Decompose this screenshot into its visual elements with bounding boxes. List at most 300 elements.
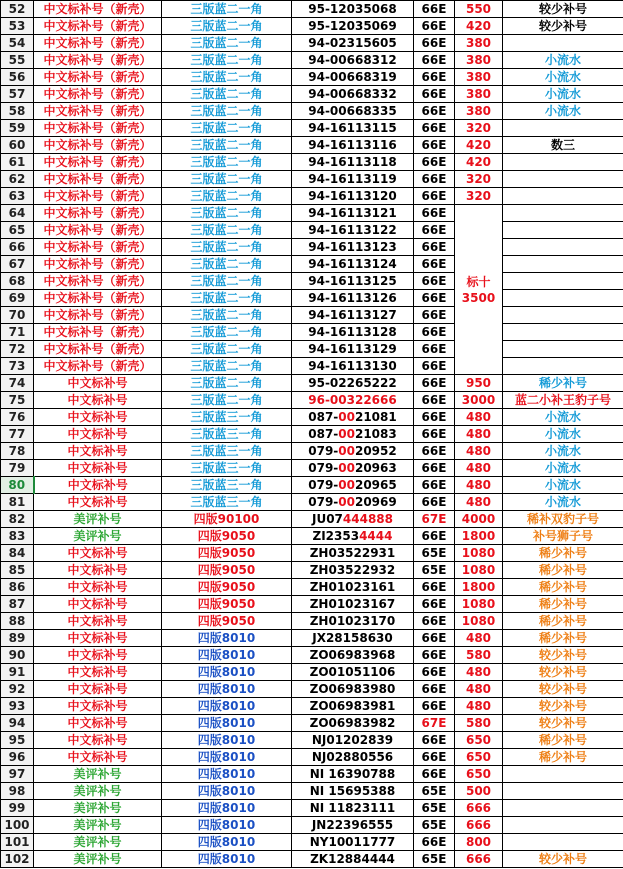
price-cell[interactable]: 480 [455, 494, 503, 511]
version-cell[interactable]: 四版8010 [162, 783, 292, 800]
price-cell[interactable]: 420 [455, 137, 503, 154]
category-cell[interactable]: 美评补号 [34, 834, 162, 851]
serial-cell[interactable]: 95-12035068 [292, 1, 414, 18]
category-cell[interactable]: 美评补号 [34, 817, 162, 834]
row-number[interactable]: 93 [1, 698, 34, 715]
price-cell[interactable]: 1800 [455, 528, 503, 545]
row-number[interactable]: 77 [1, 426, 34, 443]
version-cell[interactable]: 四版9050 [162, 579, 292, 596]
serial-cell[interactable]: ZK12884444 [292, 851, 414, 868]
grade-cell[interactable]: 67E [414, 511, 455, 528]
category-cell[interactable]: 美评补号 [34, 851, 162, 868]
serial-cell[interactable]: NI 16390788 [292, 766, 414, 783]
version-cell[interactable]: 三版蓝二一角 [162, 1, 292, 18]
price-cell[interactable]: 666 [455, 851, 503, 868]
version-cell[interactable]: 四版8010 [162, 817, 292, 834]
category-cell[interactable]: 中文标补号（新壳） [34, 307, 162, 324]
grade-cell[interactable]: 66E [414, 273, 455, 290]
category-cell[interactable]: 中文标补号 [34, 477, 162, 494]
price-cell[interactable]: 480 [455, 477, 503, 494]
category-cell[interactable]: 中文标补号（新壳） [34, 290, 162, 307]
serial-cell[interactable] [292, 426, 414, 443]
grade-cell[interactable]: 66E [414, 137, 455, 154]
price-cell[interactable]: 480 [455, 443, 503, 460]
note-cell[interactable]: 较少补号 [503, 647, 623, 664]
note-cell[interactable]: 稀少补号 [503, 613, 623, 630]
grade-cell[interactable]: 66E [414, 443, 455, 460]
row-number[interactable]: 92 [1, 681, 34, 698]
note-cell[interactable]: 小流水 [503, 443, 623, 460]
grade-cell[interactable]: 66E [414, 103, 455, 120]
price-cell[interactable]: 500 [455, 783, 503, 800]
serial-cell[interactable]: ZO06983981 [292, 698, 414, 715]
serial-cell[interactable] [292, 528, 414, 545]
category-cell[interactable]: 中文标补号（新壳） [34, 86, 162, 103]
category-cell[interactable]: 中文标补号（新壳） [34, 137, 162, 154]
grade-cell[interactable]: 65E [414, 800, 455, 817]
category-cell[interactable]: 美评补号 [34, 783, 162, 800]
serial-cell[interactable]: 94-16113130 [292, 358, 414, 375]
row-number[interactable]: 64 [1, 205, 34, 222]
row-number[interactable]: 55 [1, 52, 34, 69]
grade-cell[interactable]: 66E [414, 358, 455, 375]
row-number[interactable]: 59 [1, 120, 34, 137]
serial-cell[interactable]: ZO06983968 [292, 647, 414, 664]
note-cell[interactable]: 小流水 [503, 426, 623, 443]
grade-cell[interactable]: 66E [414, 732, 455, 749]
grade-cell[interactable]: 66E [414, 35, 455, 52]
price-cell[interactable]: 800 [455, 834, 503, 851]
price-cell[interactable]: 3000 [455, 392, 503, 409]
version-cell[interactable]: 三版蓝二一角 [162, 35, 292, 52]
note-cell[interactable]: 小流水 [503, 460, 623, 477]
version-cell[interactable]: 四版9050 [162, 613, 292, 630]
serial-cell[interactable]: 96-00322666 [292, 392, 414, 409]
row-number[interactable]: 69 [1, 290, 34, 307]
row-number[interactable]: 95 [1, 732, 34, 749]
grade-cell[interactable]: 65E [414, 817, 455, 834]
grade-cell[interactable]: 66E [414, 307, 455, 324]
price-cell[interactable]: 480 [455, 460, 503, 477]
row-number[interactable]: 98 [1, 783, 34, 800]
price-cell[interactable]: 320 [455, 120, 503, 137]
note-cell[interactable]: 数三 [503, 137, 623, 154]
note-cell[interactable]: 小流水 [503, 52, 623, 69]
price-cell[interactable]: 580 [455, 647, 503, 664]
category-cell[interactable]: 中文标补号 [34, 392, 162, 409]
category-cell[interactable]: 中文标补号（新壳） [34, 205, 162, 222]
version-cell[interactable]: 三版蓝二一角 [162, 18, 292, 35]
serial-cell[interactable]: ZH01023170 [292, 613, 414, 630]
version-cell[interactable]: 三版蓝二一角 [162, 324, 292, 341]
version-cell[interactable]: 三版蓝二一角 [162, 120, 292, 137]
version-cell[interactable]: 四版8010 [162, 647, 292, 664]
row-number[interactable]: 101 [1, 834, 34, 851]
serial-cell[interactable]: 94-00668312 [292, 52, 414, 69]
serial-cell[interactable]: 94-00668319 [292, 69, 414, 86]
version-cell[interactable]: 四版8010 [162, 698, 292, 715]
grade-cell[interactable]: 66E [414, 460, 455, 477]
price-cell[interactable]: 380 [455, 35, 503, 52]
note-cell[interactable] [503, 154, 623, 171]
row-number[interactable]: 84 [1, 545, 34, 562]
version-cell[interactable]: 三版蓝二一角 [162, 341, 292, 358]
serial-cell[interactable]: 94-16113120 [292, 188, 414, 205]
serial-cell[interactable]: 94-00668332 [292, 86, 414, 103]
category-cell[interactable]: 中文标补号（新壳） [34, 273, 162, 290]
row-number[interactable]: 70 [1, 307, 34, 324]
serial-cell[interactable]: 95-12035069 [292, 18, 414, 35]
category-cell[interactable]: 中文标补号 [34, 715, 162, 732]
row-number[interactable]: 63 [1, 188, 34, 205]
serial-cell[interactable]: JX28158630 [292, 630, 414, 647]
grade-cell[interactable]: 66E [414, 239, 455, 256]
version-cell[interactable]: 三版蓝三一角 [162, 443, 292, 460]
category-cell[interactable]: 中文标补号（新壳） [34, 1, 162, 18]
version-cell[interactable]: 三版蓝二一角 [162, 171, 292, 188]
category-cell[interactable]: 美评补号 [34, 511, 162, 528]
note-cell[interactable]: 小流水 [503, 409, 623, 426]
row-number[interactable]: 90 [1, 647, 34, 664]
note-cell[interactable]: 小流水 [503, 103, 623, 120]
note-cell[interactable] [503, 817, 623, 834]
price-cell[interactable]: 4000 [455, 511, 503, 528]
row-number[interactable]: 62 [1, 171, 34, 188]
row-number[interactable]: 96 [1, 749, 34, 766]
grade-cell[interactable]: 66E [414, 256, 455, 273]
price-cell[interactable]: 1800 [455, 579, 503, 596]
note-cell[interactable] [503, 239, 623, 256]
price-cell[interactable]: 420 [455, 18, 503, 35]
serial-cell[interactable] [292, 511, 414, 528]
category-cell[interactable]: 中文标补号（新壳） [34, 222, 162, 239]
note-cell[interactable]: 补号狮子号 [503, 528, 623, 545]
version-cell[interactable]: 四版8010 [162, 851, 292, 868]
version-cell[interactable]: 四版8010 [162, 749, 292, 766]
grade-cell[interactable]: 66E [414, 664, 455, 681]
price-cell[interactable]: 580 [455, 715, 503, 732]
price-cell[interactable]: 1080 [455, 596, 503, 613]
serial-cell[interactable]: ZH01023161 [292, 579, 414, 596]
note-cell[interactable]: 小流水 [503, 477, 623, 494]
serial-cell[interactable]: ZO06983982 [292, 715, 414, 732]
grade-cell[interactable]: 66E [414, 69, 455, 86]
version-cell[interactable]: 四版9050 [162, 562, 292, 579]
version-cell[interactable]: 四版8010 [162, 630, 292, 647]
grade-cell[interactable]: 66E [414, 477, 455, 494]
serial-cell[interactable]: ZH03522932 [292, 562, 414, 579]
category-cell[interactable]: 中文标补号 [34, 562, 162, 579]
version-cell[interactable]: 三版蓝二一角 [162, 239, 292, 256]
serial-cell[interactable]: 94-16113129 [292, 341, 414, 358]
grade-cell[interactable]: 66E [414, 579, 455, 596]
price-cell[interactable]: 650 [455, 766, 503, 783]
row-number[interactable]: 97 [1, 766, 34, 783]
note-cell[interactable]: 较少补号 [503, 715, 623, 732]
row-number[interactable]: 94 [1, 715, 34, 732]
grade-cell[interactable]: 67E [414, 715, 455, 732]
row-number[interactable]: 65 [1, 222, 34, 239]
price-cell[interactable]: 380 [455, 69, 503, 86]
serial-cell[interactable] [292, 460, 414, 477]
grade-cell[interactable]: 66E [414, 596, 455, 613]
version-cell[interactable]: 三版蓝二一角 [162, 222, 292, 239]
serial-cell[interactable]: ZH03522931 [292, 545, 414, 562]
note-cell[interactable]: 较少补号 [503, 1, 623, 18]
note-cell[interactable] [503, 290, 623, 307]
note-cell[interactable] [503, 307, 623, 324]
price-cell[interactable]: 380 [455, 103, 503, 120]
serial-cell[interactable]: ZO06983980 [292, 681, 414, 698]
price-cell[interactable]: 666 [455, 817, 503, 834]
price-cell[interactable]: 380 [455, 52, 503, 69]
row-number[interactable]: 89 [1, 630, 34, 647]
note-cell[interactable]: 蓝二小补王豹子号 [503, 392, 623, 409]
serial-cell[interactable]: 94-00668335 [292, 103, 414, 120]
category-cell[interactable]: 中文标补号（新壳） [34, 103, 162, 120]
grade-cell[interactable]: 66E [414, 86, 455, 103]
version-cell[interactable]: 四版9050 [162, 528, 292, 545]
note-cell[interactable]: 稀少补号 [503, 562, 623, 579]
note-cell[interactable]: 稀少补号 [503, 630, 623, 647]
note-cell[interactable]: 较少补号 [503, 681, 623, 698]
version-cell[interactable]: 三版蓝二一角 [162, 307, 292, 324]
grade-cell[interactable]: 66E [414, 341, 455, 358]
grade-cell[interactable]: 66E [414, 766, 455, 783]
category-cell[interactable]: 中文标补号 [34, 749, 162, 766]
version-cell[interactable]: 四版90100 [162, 511, 292, 528]
version-cell[interactable]: 四版9050 [162, 596, 292, 613]
category-cell[interactable]: 中文标补号（新壳） [34, 256, 162, 273]
note-cell[interactable] [503, 800, 623, 817]
category-cell[interactable]: 中文标补号（新壳） [34, 341, 162, 358]
row-number[interactable]: 81 [1, 494, 34, 511]
note-cell[interactable]: 较少补号 [503, 851, 623, 868]
serial-cell[interactable]: ZO01051106 [292, 664, 414, 681]
serial-cell[interactable]: NY10011777 [292, 834, 414, 851]
serial-cell[interactable] [292, 494, 414, 511]
serial-cell[interactable]: 94-16113128 [292, 324, 414, 341]
price-cell[interactable]: 1080 [455, 613, 503, 630]
serial-cell[interactable]: 94-16113127 [292, 307, 414, 324]
category-cell[interactable]: 中文标补号 [34, 579, 162, 596]
note-cell[interactable]: 小流水 [503, 494, 623, 511]
price-cell[interactable]: 480 [455, 426, 503, 443]
version-cell[interactable]: 三版蓝二一角 [162, 358, 292, 375]
category-cell[interactable]: 美评补号 [34, 766, 162, 783]
grade-cell[interactable]: 65E [414, 545, 455, 562]
note-cell[interactable]: 较少补号 [503, 664, 623, 681]
grade-cell[interactable]: 66E [414, 222, 455, 239]
row-number[interactable]: 68 [1, 273, 34, 290]
serial-cell[interactable]: 94-16113115 [292, 120, 414, 137]
category-cell[interactable]: 中文标补号 [34, 596, 162, 613]
note-cell[interactable]: 较少补号 [503, 18, 623, 35]
category-cell[interactable]: 中文标补号（新壳） [34, 239, 162, 256]
category-cell[interactable]: 中文标补号（新壳） [34, 171, 162, 188]
row-number[interactable]: 61 [1, 154, 34, 171]
note-cell[interactable] [503, 783, 623, 800]
note-cell[interactable] [503, 358, 623, 375]
version-cell[interactable]: 三版蓝二一角 [162, 69, 292, 86]
row-number[interactable]: 67 [1, 256, 34, 273]
serial-cell[interactable]: 94-02315605 [292, 35, 414, 52]
note-cell[interactable] [503, 35, 623, 52]
version-cell[interactable]: 四版8010 [162, 732, 292, 749]
version-cell[interactable]: 四版8010 [162, 715, 292, 732]
category-cell[interactable]: 美评补号 [34, 528, 162, 545]
category-cell[interactable]: 中文标补号 [34, 647, 162, 664]
grade-cell[interactable]: 66E [414, 171, 455, 188]
version-cell[interactable]: 三版蓝二一角 [162, 290, 292, 307]
row-number[interactable]: 71 [1, 324, 34, 341]
row-number[interactable]: 54 [1, 35, 34, 52]
note-cell[interactable] [503, 273, 623, 290]
price-cell[interactable]: 650 [455, 749, 503, 766]
grade-cell[interactable]: 66E [414, 324, 455, 341]
category-cell[interactable]: 中文标补号 [34, 681, 162, 698]
version-cell[interactable]: 三版蓝三一角 [162, 460, 292, 477]
row-number[interactable]: 73 [1, 358, 34, 375]
row-number[interactable]: 91 [1, 664, 34, 681]
price-cell[interactable]: 380 [455, 86, 503, 103]
category-cell[interactable]: 中文标补号（新壳） [34, 120, 162, 137]
version-cell[interactable]: 四版9050 [162, 545, 292, 562]
serial-cell[interactable]: NJ02880556 [292, 749, 414, 766]
category-cell[interactable]: 美评补号 [34, 800, 162, 817]
version-cell[interactable]: 三版蓝二一角 [162, 205, 292, 222]
serial-cell[interactable]: NJ01202839 [292, 732, 414, 749]
version-cell[interactable]: 三版蓝二一角 [162, 256, 292, 273]
price-cell[interactable]: 666 [455, 800, 503, 817]
serial-cell[interactable]: 95-02265222 [292, 375, 414, 392]
category-cell[interactable]: 中文标补号（新壳） [34, 358, 162, 375]
row-number[interactable]: 102 [1, 851, 34, 868]
version-cell[interactable]: 三版蓝二一角 [162, 375, 292, 392]
serial-cell[interactable]: 94-16113122 [292, 222, 414, 239]
grade-cell[interactable]: 66E [414, 834, 455, 851]
version-cell[interactable]: 四版8010 [162, 834, 292, 851]
grade-cell[interactable]: 66E [414, 613, 455, 630]
version-cell[interactable]: 三版蓝二一角 [162, 154, 292, 171]
price-cell[interactable]: 480 [455, 698, 503, 715]
row-number[interactable]: 75 [1, 392, 34, 409]
row-number[interactable]: 80 [1, 477, 34, 494]
price-cell[interactable]: 320 [455, 171, 503, 188]
grade-cell[interactable]: 66E [414, 1, 455, 18]
grade-cell[interactable]: 66E [414, 647, 455, 664]
category-cell[interactable]: 中文标补号 [34, 375, 162, 392]
note-cell[interactable]: 稀补双豹子号 [503, 511, 623, 528]
note-cell[interactable] [503, 188, 623, 205]
serial-cell[interactable] [292, 443, 414, 460]
note-cell[interactable] [503, 324, 623, 341]
row-number[interactable]: 85 [1, 562, 34, 579]
category-cell[interactable]: 中文标补号（新壳） [34, 18, 162, 35]
note-cell[interactable]: 较少补号 [503, 698, 623, 715]
grade-cell[interactable]: 66E [414, 205, 455, 222]
version-cell[interactable]: 三版蓝三一角 [162, 494, 292, 511]
note-cell[interactable]: 稀少补号 [503, 596, 623, 613]
serial-cell[interactable]: 94-16113126 [292, 290, 414, 307]
version-cell[interactable]: 三版蓝二一角 [162, 392, 292, 409]
row-number[interactable]: 100 [1, 817, 34, 834]
row-number[interactable]: 56 [1, 69, 34, 86]
grade-cell[interactable]: 66E [414, 749, 455, 766]
category-cell[interactable]: 中文标补号 [34, 426, 162, 443]
category-cell[interactable]: 中文标补号（新壳） [34, 324, 162, 341]
serial-cell[interactable]: 94-16113121 [292, 205, 414, 222]
version-cell[interactable]: 三版蓝三一角 [162, 477, 292, 494]
serial-cell[interactable]: ZH01023167 [292, 596, 414, 613]
grade-cell[interactable]: 66E [414, 52, 455, 69]
price-cell[interactable]: 550 [455, 1, 503, 18]
price-cell[interactable]: 650 [455, 732, 503, 749]
category-cell[interactable]: 中文标补号 [34, 630, 162, 647]
note-cell[interactable] [503, 766, 623, 783]
version-cell[interactable]: 三版蓝二一角 [162, 52, 292, 69]
serial-cell[interactable]: 94-16113124 [292, 256, 414, 273]
serial-cell[interactable]: NI 11823111 [292, 800, 414, 817]
category-cell[interactable]: 中文标补号（新壳） [34, 52, 162, 69]
version-cell[interactable]: 四版8010 [162, 681, 292, 698]
row-number[interactable]: 66 [1, 239, 34, 256]
note-cell[interactable] [503, 222, 623, 239]
version-cell[interactable]: 四版8010 [162, 766, 292, 783]
row-number[interactable]: 78 [1, 443, 34, 460]
category-cell[interactable]: 中文标补号（新壳） [34, 154, 162, 171]
category-cell[interactable]: 中文标补号 [34, 460, 162, 477]
price-cell[interactable]: 1080 [455, 562, 503, 579]
note-cell[interactable] [503, 341, 623, 358]
grade-cell[interactable]: 66E [414, 681, 455, 698]
merged-price-cell[interactable] [455, 205, 503, 375]
price-cell[interactable]: 420 [455, 154, 503, 171]
version-cell[interactable]: 三版蓝三一角 [162, 426, 292, 443]
category-cell[interactable]: 中文标补号 [34, 545, 162, 562]
serial-cell[interactable] [292, 409, 414, 426]
grade-cell[interactable]: 65E [414, 562, 455, 579]
category-cell[interactable]: 中文标补号 [34, 698, 162, 715]
note-cell[interactable]: 小流水 [503, 86, 623, 103]
note-cell[interactable]: 稀少补号 [503, 749, 623, 766]
row-number[interactable]: 87 [1, 596, 34, 613]
grade-cell[interactable]: 66E [414, 18, 455, 35]
grade-cell[interactable]: 65E [414, 851, 455, 868]
category-cell[interactable]: 中文标补号（新壳） [34, 69, 162, 86]
category-cell[interactable]: 中文标补号 [34, 443, 162, 460]
serial-cell[interactable]: 94-16113119 [292, 171, 414, 188]
grade-cell[interactable]: 66E [414, 630, 455, 647]
row-number[interactable]: 58 [1, 103, 34, 120]
grade-cell[interactable]: 66E [414, 375, 455, 392]
row-number[interactable]: 53 [1, 18, 34, 35]
grade-cell[interactable]: 66E [414, 528, 455, 545]
grade-cell[interactable]: 66E [414, 188, 455, 205]
note-cell[interactable] [503, 256, 623, 273]
price-cell[interactable]: 480 [455, 681, 503, 698]
grade-cell[interactable]: 66E [414, 154, 455, 171]
note-cell[interactable]: 稀少补号 [503, 375, 623, 392]
category-cell[interactable]: 中文标补号（新壳） [34, 35, 162, 52]
row-number[interactable]: 60 [1, 137, 34, 154]
row-number[interactable]: 82 [1, 511, 34, 528]
price-cell[interactable]: 480 [455, 630, 503, 647]
note-cell[interactable] [503, 834, 623, 851]
note-cell[interactable]: 稀少补号 [503, 579, 623, 596]
version-cell[interactable]: 三版蓝二一角 [162, 188, 292, 205]
grade-cell[interactable]: 66E [414, 698, 455, 715]
